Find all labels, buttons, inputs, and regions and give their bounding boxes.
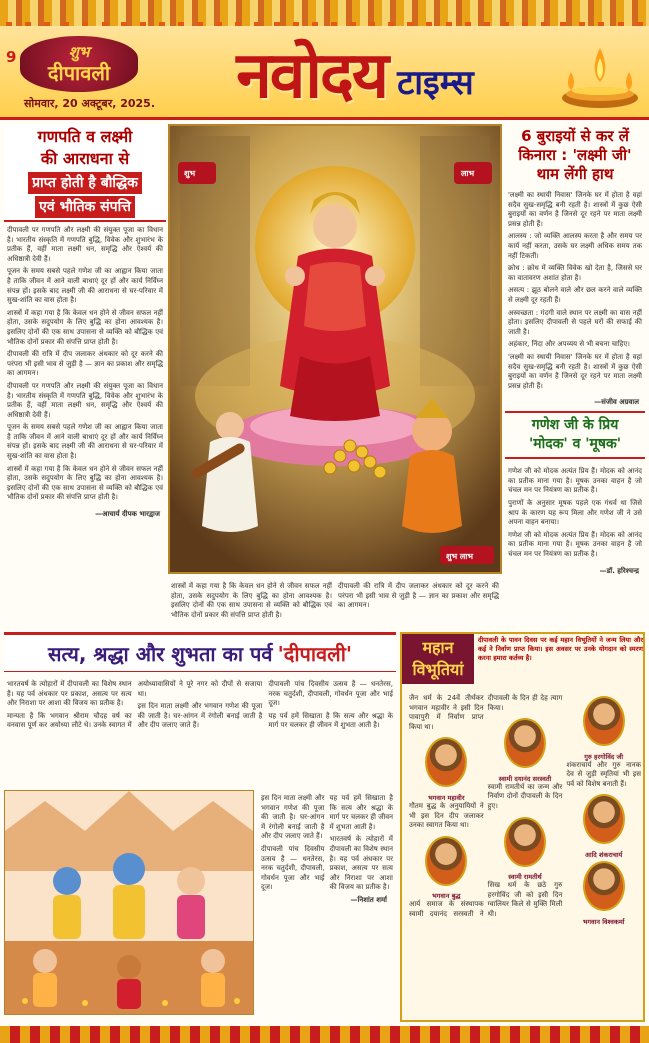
left-article-body	[4, 222, 166, 510]
paragraph: गणेश जी को मोदक अत्यंत प्रिय हैं। मोदक को आनंद का प्रतीक माना गया है। मूषक उनका वाहन है जो चंचल मन पर नियंत्रण का प्रतीक है।	[508, 467, 642, 495]
paragraph: पुराणों के अनुसार मूषक पहले एक गंधर्व था जिसे श्राप के कारण यह रूप मिला और गणेश जी ने उसे अपना वाहन बनाया।	[508, 499, 642, 527]
deity-illustration-icon	[170, 126, 500, 572]
paragraph: शास्त्रों में कहा गया है कि केवल धन होने से जीवन सफल नहीं होता, उसके सदुपयोग के लिए बुद्धि का होना आवश्यक है। इसलिए दोनों की एक साथ उपासना से व्यक्ति को बौद्धिक एवं भौतिक दोनों प्रकार की संपत्ति प्राप्त होती है।	[7, 308, 163, 346]
paragraph: यह पर्व हमें सिखाता है कि सत्य और श्रद्धा के मार्ग पर चलकर ही जीवन में शुभता आती है।	[268, 711, 393, 730]
paragraph: दीपावली पांच दिवसीय उत्सव है — धनतेरस, नरक चतुर्दशी, दीपावली, गोवर्धन पूजा और भाई दूज।	[261, 844, 325, 892]
paragraph: अहंकार, निंदा और अपव्यय से भी बचना चाहिए।	[508, 340, 630, 349]
portrait-caption: स्वामी रामतीर्थ	[508, 873, 542, 882]
mahan-vibhutiyan-heading	[402, 634, 474, 684]
labh-label: लाभ	[461, 169, 475, 178]
ganesh-headline	[505, 411, 645, 459]
portrait-caption: भगवान विश्वकर्मा	[582, 917, 625, 926]
paragraph: मान्यता है कि भगवान श्रीराम चौदह वर्ष का वनवास पूर्ण कर अयोध्या लौटे थे। उनके स्वागत में अयोध्यावासियों ने पूरे नगर को दीपों से सजाया था।	[7, 680, 263, 730]
deepawali-headline-part2: 'दीपावली'	[277, 641, 353, 666]
paragraph: इस दिन माता लक्ष्मी और भगवान गणेश की पूजा की जाती है। घर-आंगन में रंगोली बनाई जाती है और दीप जलाए जाते हैं।	[261, 794, 325, 841]
portrait-caption: भगवान बुद्ध	[432, 892, 461, 901]
paragraph: दीपावली की रात्रि में दीप जलाकर अंधकार को दूर करने की परंपरा भी इसी भाव से जुड़ी है — ज्ञान का प्रकाश और समृद्धि का आगमन।	[7, 350, 163, 378]
shubh-deepawali-badge	[20, 36, 138, 92]
portrait-ramtirth	[488, 815, 563, 882]
badge-line-1: शुभ	[68, 43, 90, 61]
left-byline: —आचार्य दीपक भारद्वाज	[95, 510, 160, 519]
decorative-footer	[0, 1026, 649, 1043]
left-headline-line-3: प्राप्त होती है बौद्धिक	[28, 172, 142, 194]
deepawali-article-body	[4, 676, 396, 786]
issue-date: सोमवार, 20 अक्टूबर, 2025.	[24, 97, 155, 110]
right-article-body	[505, 187, 645, 398]
portrait-icon	[425, 737, 467, 787]
paragraph: शास्त्रों में कहा गया है कि केवल धन होने से जीवन सफल नहीं होता, उसके सदुपयोग के लिए बुद्धि का होना आवश्यक है। इसलिए दोनों की एक साथ उपासना से व्यक्ति को बौद्धिक एवं भौतिक दोनों प्रकार की संपत्ति प्राप्त होती है।	[7, 464, 163, 502]
paragraph: दीपावली पर गणपति और लक्ष्मी की संयुक्त पूजा का विधान है। भारतीय संस्कृति में गणपति बुद्धि, विवेक और शुभारंभ के प्रतीक हैं, वहीं माता लक्ष्मी धन, समृद्धि और ऐश्वर्य की अधिष्ठात्री देवी हैं।	[7, 381, 163, 419]
paragraph: पूजन के समय सबसे पहले गणेश जी का आह्वान किया जाता है ताकि जीवन में आने वाली बाधाएं दूर हों और कार्य निर्विघ्न संपन्न हों। इसके बाद लक्ष्मी जी की आराधना से घर-परिवार में सुख-शांति का वास होता है।	[7, 267, 163, 305]
portrait-icon	[583, 861, 625, 911]
portrait-icon	[504, 817, 546, 867]
portrait-dayanand	[488, 716, 563, 783]
portrait-mahavir	[409, 735, 484, 802]
ganesh-headline-line-2: 'मोदक' व 'मूषक'	[528, 436, 622, 453]
ram-darbar-illustration-icon	[5, 791, 253, 1014]
page-number: 9	[6, 48, 17, 66]
ganesh-article-body	[505, 463, 645, 566]
mahan-intro: दीपावली के पावन दिवस पर कई महान विभूतियों ने जन्म लिया और कई ने निर्वाण प्राप्त किया। इस अवसर पर उनके योगदान को स्मरण करना हमारा कर्तव्य है।	[478, 636, 643, 662]
paragraph: असत्य : झूठ बोलने वाले और छल करने वाले व्यक्ति से लक्ष्मी दूर रहती हैं।	[508, 286, 642, 304]
ganesh-headline-line-1: गणेश जी के प्रिय	[531, 417, 619, 434]
paragraph: 'लक्ष्मी का स्थायी निवास' जिनके घर में होता है वहां सदैव सुख-समृद्धि बनी रहती है। शास्त्रों में कुछ ऐसी बुराइयों का वर्णन है जिनसे दूर रहने पर माता लक्ष्मी प्रसन्न होती हैं।	[508, 191, 642, 228]
right-headline-line-1: 6 बुराइयों से कर लें	[521, 127, 629, 145]
right-headline-line-3: थाम लेंगी हाथ	[536, 165, 614, 183]
paragraph: दीपावली की रात्रि में दीप जलाकर अंधकार को दूर करने की परंपरा भी इसी भाव से जुड़ी है — ज्ञान का प्रकाश और समृद्धि का आगमन।	[338, 582, 499, 610]
portrait-vishwakarma	[566, 859, 641, 926]
ram-darbar-image	[4, 790, 254, 1015]
paragraph: दीपावली पर गणपति और लक्ष्मी की संयुक्त पूजा का विधान है। भारतीय संस्कृति में गणपति बुद्धि, विवेक और शुभारंभ के प्रतीक हैं, वहीं माता लक्ष्मी धन, समृद्धि और ऐश्वर्य की अधिष्ठात्री देवी हैं।	[7, 226, 163, 263]
mahan-heading-line-2: विभूतियां	[412, 660, 464, 679]
paragraph: क्रोध : क्रोध में व्यक्ति विवेक खो देता है, जिससे घर का वातावरण अशांत होता है।	[508, 264, 642, 282]
paragraph: पूजन के समय सबसे पहले गणेश जी का आह्वान किया जाता है ताकि जीवन में आने वाली बाधाएं दूर हों और कार्य निर्विघ्न संपन्न हों। इसके बाद लक्ष्मी जी की आराधना से घर-परिवार में सुख-शांति का वास होता है।	[7, 423, 163, 461]
portrait-icon	[583, 696, 625, 746]
paragraph: 'लक्ष्मी का स्थायी निवास' जिनके घर में होता है वहां सदैव सुख-समृद्धि बनी रहती है। शास्त्रों में कुछ ऐसी बुराइयों का वर्णन है जिनसे दूर रहने पर माता लक्ष्मी प्रसन्न होती हैं।	[508, 352, 642, 390]
deepawali-headline-part1: सत्य, श्रद्धा और शुभता का पर्व	[47, 641, 273, 666]
portrait-icon	[583, 794, 625, 844]
paragraph: गणेश जी को मोदक अत्यंत प्रिय हैं। मोदक को आनंद का प्रतीक माना गया है। मूषक उनका वाहन है जो चंचल मन पर नियंत्रण का प्रतीक है।	[508, 530, 642, 559]
shubh-labh-caption: शुभ लाभ	[446, 552, 473, 561]
right-article	[505, 124, 645, 576]
title-sub: टाइम्स	[397, 63, 474, 103]
deepawali-article-continued	[258, 790, 396, 1015]
mahan-heading-line-1: महान	[422, 638, 454, 657]
ganesh-byline: —डॉ. हरिश्चन्द्र	[599, 566, 639, 575]
diya-lamps-icon	[557, 36, 643, 112]
paragraph: शास्त्रों में कहा गया है कि केवल धन होने से जीवन सफल नहीं होता, उसके सदुपयोग के लिए बुद्धि का होना आवश्यक है। इसलिए दोनों की एक साथ उपासना से व्यक्ति को बौद्धिक एवं भौतिक दोनों प्रकार की संपत्ति प्राप्त होती है।	[171, 582, 332, 619]
right-headline-line-2: किनारा : 'लक्ष्मी जी'	[518, 146, 632, 164]
paragraph: भारतवर्ष के त्योहारों में दीपावली का विशेष स्थान है। यह पर्व अंधकार पर प्रकाश, असत्य पर सत्य और निराशा पर आशा की विजय का प्रतीक है।	[7, 680, 132, 708]
portrait-caption: आदि शंकराचार्य	[584, 850, 623, 859]
portrait-icon	[425, 836, 467, 886]
center-bottom-text	[168, 578, 502, 628]
paragraph: अस्वच्छता : गंदगी वाले स्थान पर लक्ष्मी का वास नहीं होता। इसलिए दीपावली से पहले घरों की सफाई की जाती है।	[508, 308, 642, 336]
left-headline-line-4: एवं भौतिक संपत्ति	[35, 196, 135, 218]
left-article	[4, 124, 166, 716]
right-headline	[505, 124, 645, 187]
paragraph: दीपावली पांच दिवसीय उत्सव है — धनतेरस, नरक चतुर्दशी, दीपावली, गोवर्धन पूजा और भाई दूज।	[268, 680, 393, 708]
portrait-caption: गुरु हरगोविंद जी	[584, 752, 624, 761]
deepawali-byline: —निशांत शर्मा	[350, 895, 387, 904]
badge-line-2: दीपावली	[47, 61, 111, 85]
paragraph: इस दिन माता लक्ष्मी और भगवान गणेश की पूजा की जाती है। घर-आंगन में रंगोली बनाई जाती है और दीप जलाए जाते हैं।	[137, 702, 263, 730]
portrait-hargobind	[566, 694, 641, 761]
paragraph: स्वामी रामतीर्थ का जन्म और निर्वाण दोनों दीपावली के दिन हुए।	[487, 782, 563, 810]
paragraph: शंकराचार्य और गुरु नानक देव से जुड़ी स्मृतियां भी इस पर्व को विशेष बनाती हैं।	[566, 760, 641, 788]
deepawali-headline	[4, 632, 396, 672]
paragraph: सिख धर्म के छठे गुरु हरगोविंद जी को इसी दिन ग्वालियर किले से मुक्ति मिली थी।	[487, 881, 563, 918]
portrait-shankaracharya	[566, 792, 641, 859]
paragraph: भारतवर्ष के त्योहारों में दीपावली का विशेष स्थान है। यह पर्व अंधकार पर प्रकाश, असत्य पर सत्य और निराशा पर आशा की विजय का प्रतीक है।	[329, 835, 393, 892]
portrait-buddha	[409, 834, 484, 901]
masthead	[0, 26, 649, 120]
paragraph: आर्य समाज के संस्थापक स्वामी दयानंद सरस्वती ने दीपावली के दिन ही देह त्याग किया।	[409, 694, 563, 918]
left-headline	[4, 124, 166, 222]
mahan-vibhutiyan-box	[400, 632, 645, 1022]
portrait-caption: स्वामी दयानंद सरस्वती	[498, 774, 552, 783]
left-headline-line-1: गणपति व लक्ष्मी	[37, 127, 133, 146]
portrait-icon	[504, 718, 546, 768]
newspaper-title	[150, 30, 560, 114]
left-headline-line-2: की आराधना से	[40, 149, 130, 168]
lakshmi-ganesh-image	[168, 124, 502, 574]
portrait-caption: भगवान महावीर	[428, 793, 465, 802]
paragraph: गौतम बुद्ध के अनुयायियों ने भी इस दिन दीप जलाकर उनका स्वागत किया था।	[409, 801, 484, 830]
paragraph: यह पर्व हमें सिखाता है कि सत्य और श्रद्धा के मार्ग पर चलकर ही जीवन में शुभता आती है।	[329, 794, 393, 831]
title-main: नवोदय	[236, 37, 388, 113]
right-byline: —संजीव अग्रवाल	[594, 398, 639, 407]
mahan-columns	[406, 690, 644, 1020]
paragraph: आलस्य : जो व्यक्ति आलस्य करता है और समय पर कार्य नहीं करता, उसके घर लक्ष्मी अधिक समय तक नहीं टिकतीं।	[508, 232, 642, 260]
paragraph: जैन धर्म के 24वें तीर्थंकर भगवान महावीर ने इसी दिन पावापुरी में निर्वाण प्राप्त किया था।	[409, 694, 484, 731]
shubh-label: शुभ	[184, 169, 196, 178]
